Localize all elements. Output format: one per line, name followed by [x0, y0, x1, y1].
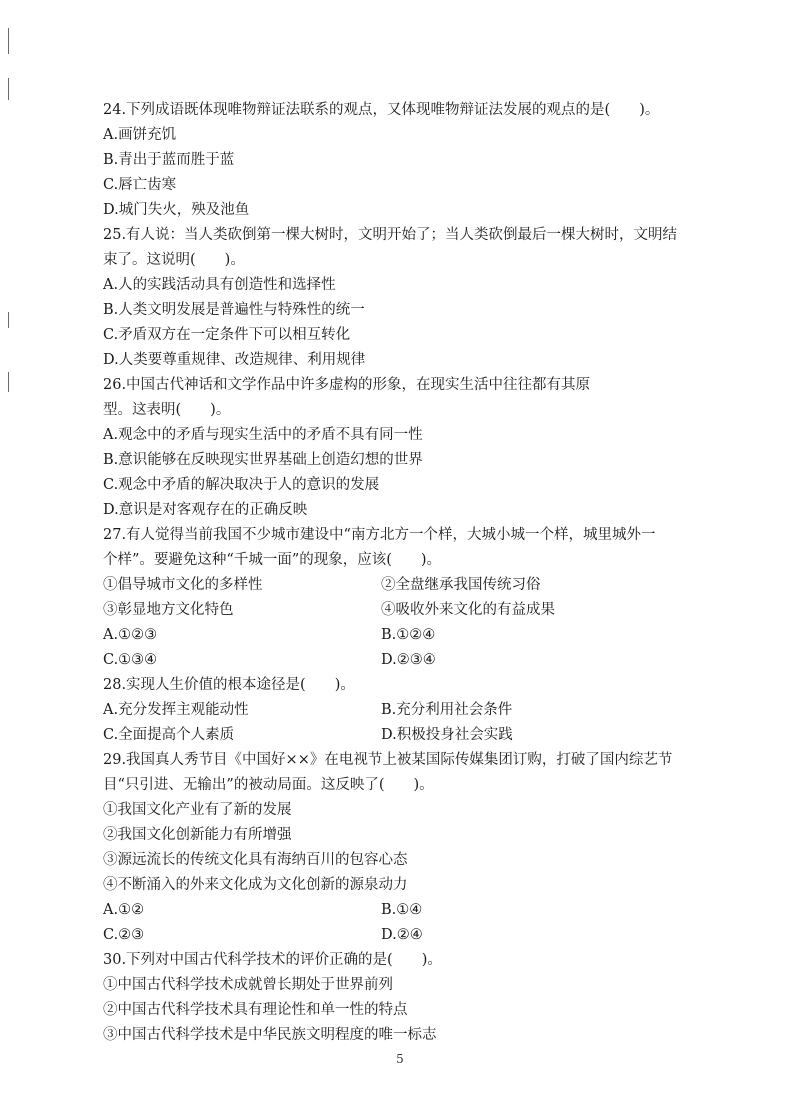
question-stem: 24.下列成语既体现唯物辩证法联系的观点，又体现唯物辩证法发展的观点的是( )。 — [103, 102, 660, 118]
option-c: C.唇亡齿寒 — [103, 177, 177, 193]
option-row — [103, 898, 723, 923]
statement-2: ②我国文化创新能力有所增强 — [103, 827, 292, 843]
option-b: B.意识能够在反映现实世界基础上创造幻想的世界 — [103, 452, 423, 468]
question-stem-continued: 型。这表明( )。 — [103, 402, 231, 418]
option-a: A.①②③ — [103, 627, 158, 643]
option-row — [103, 648, 723, 673]
option-c: C.②③ — [103, 927, 145, 943]
option-d: D.人类要尊重规律、改造规律、利用规律 — [103, 352, 366, 368]
question-25 — [103, 223, 723, 373]
question-27 — [103, 523, 723, 673]
option-a: A.①② — [103, 902, 145, 918]
option-b: B.①②④ — [381, 627, 436, 643]
question-stem-continued: 束了。这说明( )。 — [103, 252, 245, 268]
margin-mark — [8, 28, 9, 54]
option-b: B.充分利用社会条件 — [381, 702, 513, 718]
option-c: C.矛盾双方在一定条件下可以相互转化 — [103, 327, 351, 343]
statement-2: ②中国古代科学技术具有理论性和单一性的特点 — [103, 1002, 408, 1018]
statement-3: ③源远流长的传统文化具有海纳百川的包容心态 — [103, 852, 408, 868]
option-b: B.青出于蓝而胜于蓝 — [103, 152, 235, 168]
statement-row — [103, 573, 723, 598]
question-stem: 28.实现人生价值的根本途径是( )。 — [103, 677, 355, 693]
question-24 — [103, 98, 723, 223]
option-d: D.积极投身社会实践 — [381, 727, 513, 743]
option-c: C.①③④ — [103, 652, 158, 668]
question-stem: 25.有人说：当人类砍倒第一棵大树时，文明开始了；当人类砍倒最后一棵大树时，文明结 — [103, 227, 678, 243]
margin-mark — [8, 78, 9, 100]
question-stem: 29.我国真人秀节目《中国好××》在电视节上被某国际传媒集团订购，打破了国内综艺节 — [103, 752, 673, 768]
question-stem: 30.下列对中国古代科学技术的评价正确的是( )。 — [103, 952, 442, 968]
question-30 — [103, 948, 723, 1048]
statement-2: ②全盘继承我国传统习俗 — [381, 577, 541, 593]
option-b: B.人类文明发展是普遍性与特殊性的统一 — [103, 302, 365, 318]
option-a: A.观念中的矛盾与现实生活中的矛盾不具有同一性 — [103, 427, 423, 443]
option-d: D.意识是对客观存在的正确反映 — [103, 502, 308, 518]
statement-3: ③彰显地方文化特色 — [103, 602, 234, 618]
option-c: C.观念中矛盾的解决取决于人的意识的发展 — [103, 477, 380, 493]
page-number: 5 — [396, 1052, 404, 1066]
statement-1: ①中国古代科学技术成就曾长期处于世界前列 — [103, 977, 393, 993]
option-d: D.城门失火，殃及池鱼 — [103, 202, 250, 218]
statement-1: ①我国文化产业有了新的发展 — [103, 802, 292, 818]
question-stem-continued: 目“只引进、无输出”的被动局面。这反映了( )。 — [103, 777, 434, 793]
option-c: C.全面提高个人素质 — [103, 727, 235, 743]
option-a: A.画饼充饥 — [103, 127, 177, 143]
question-stem: 27.有人觉得当前我国不少城市建设中“南方北方一个样，大城小城一个样，城里城外一 — [103, 527, 656, 543]
option-a: A.人的实践活动具有创造性和选择性 — [103, 277, 336, 293]
margin-mark — [8, 372, 9, 392]
statement-1: ①倡导城市文化的多样性 — [103, 577, 263, 593]
option-row — [103, 623, 723, 648]
question-list — [103, 98, 723, 1048]
question-28 — [103, 673, 723, 748]
margin-mark — [8, 312, 9, 328]
option-d: D.②③④ — [381, 652, 436, 668]
option-row — [103, 698, 723, 723]
statement-row — [103, 598, 723, 623]
statement-4: ④吸收外来文化的有益成果 — [381, 602, 555, 618]
question-29 — [103, 748, 723, 948]
option-d: D.②④ — [381, 927, 423, 943]
question-26 — [103, 373, 723, 523]
option-row — [103, 923, 723, 948]
option-a: A.充分发挥主观能动性 — [103, 702, 249, 718]
statement-4: ④不断涌入的外来文化成为文化创新的源泉动力 — [103, 877, 408, 893]
question-stem: 26.中国古代神话和文学作品中许多虚构的形象，在现实生活中往往都有其原 — [103, 377, 591, 393]
option-b: B.①④ — [381, 902, 423, 918]
option-row — [103, 723, 723, 748]
question-stem-continued: 个样”。要避免这种“千城一面”的现象，应该( )。 — [103, 552, 442, 568]
statement-3: ③中国古代科学技术是中华民族文明程度的唯一标志 — [103, 1027, 437, 1043]
